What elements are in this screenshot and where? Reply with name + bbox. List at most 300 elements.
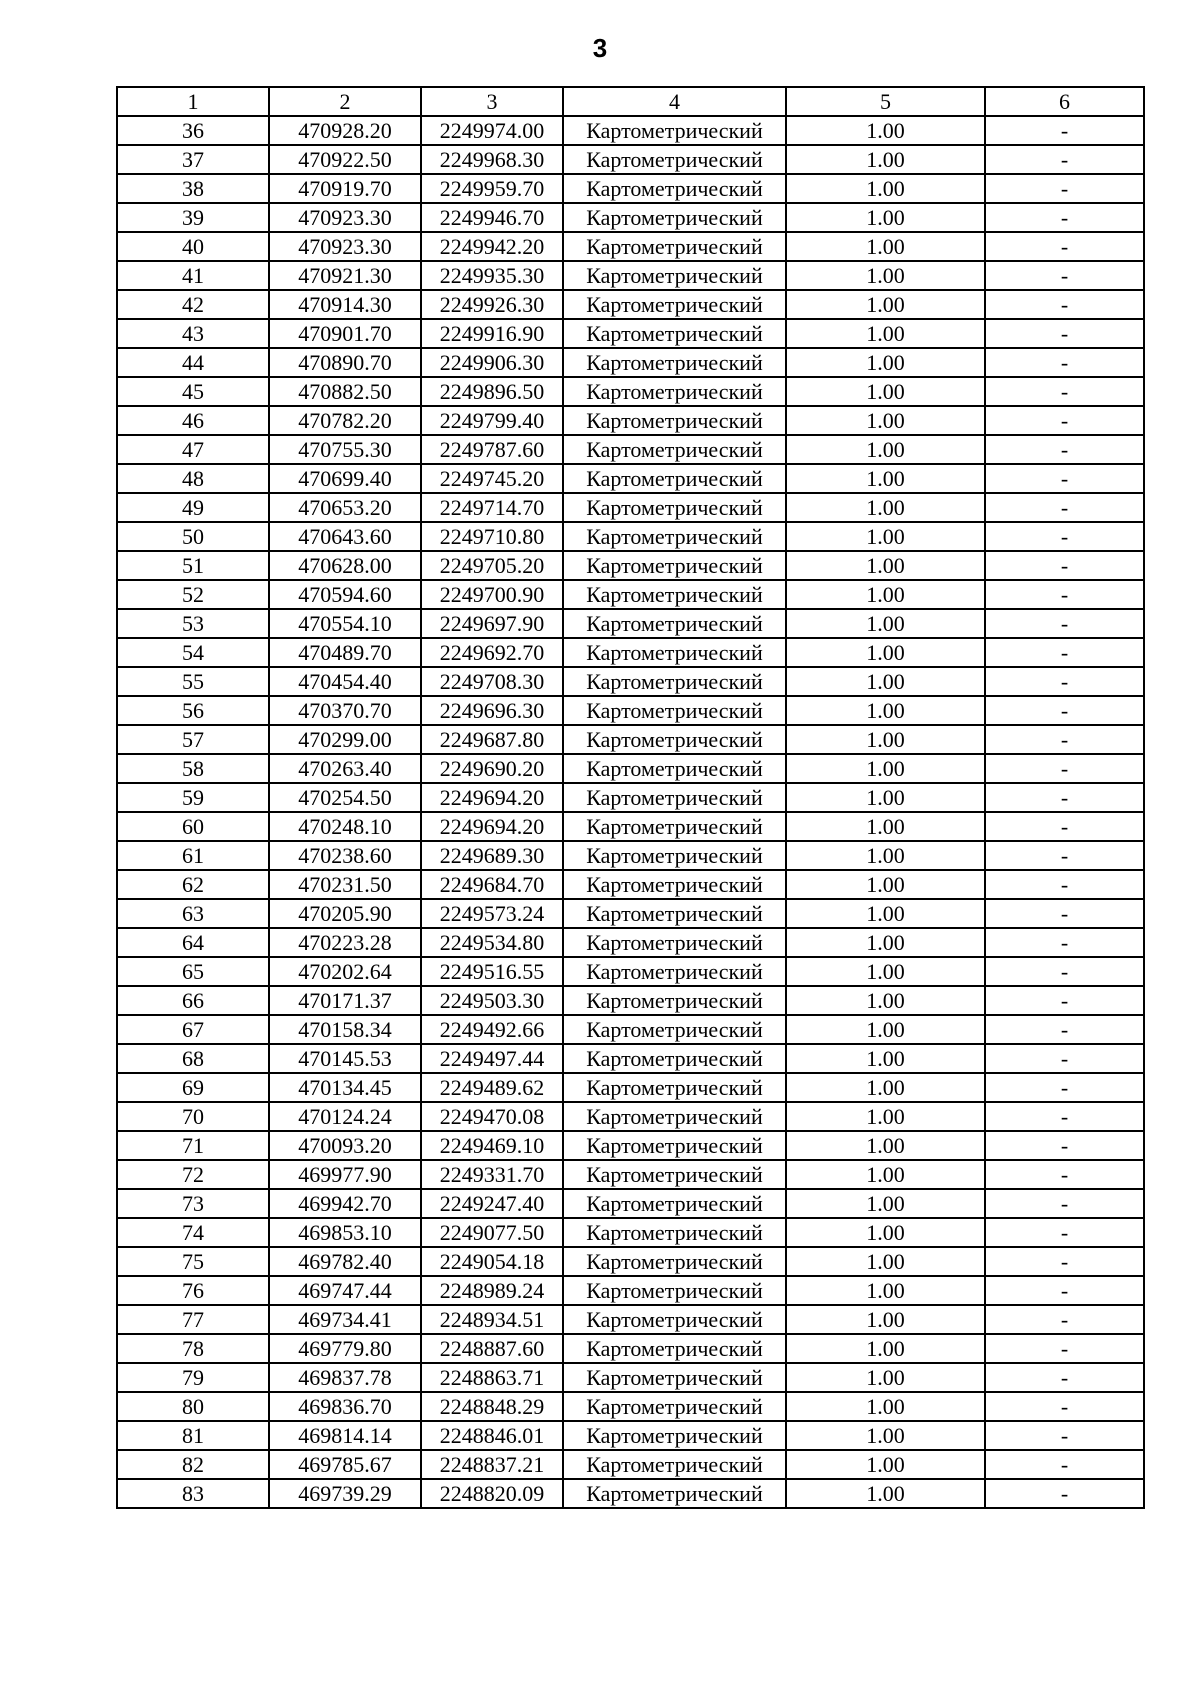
description-cell: - <box>985 1160 1144 1189</box>
method-cell: Картометрический <box>563 348 786 377</box>
point-number-cell: 57 <box>117 725 269 754</box>
point-number-cell: 51 <box>117 551 269 580</box>
table-row <box>117 1276 1144 1305</box>
column-header: 3 <box>421 87 563 116</box>
accuracy-cell: 1.00 <box>786 435 985 464</box>
y-coordinate-cell: 2249573.24 <box>421 899 563 928</box>
y-coordinate-cell: 2249799.40 <box>421 406 563 435</box>
table-row <box>117 1305 1144 1334</box>
method-cell: Картометрический <box>563 145 786 174</box>
x-coordinate-cell: 470921.30 <box>269 261 421 290</box>
y-coordinate-cell: 2249946.70 <box>421 203 563 232</box>
table-row <box>117 116 1144 145</box>
x-coordinate-cell: 470158.34 <box>269 1015 421 1044</box>
description-cell: - <box>985 841 1144 870</box>
method-cell: Картометрический <box>563 696 786 725</box>
point-number-cell: 73 <box>117 1189 269 1218</box>
method-cell: Картометрический <box>563 377 786 406</box>
accuracy-cell: 1.00 <box>786 1102 985 1131</box>
description-cell: - <box>985 522 1144 551</box>
table-row <box>117 551 1144 580</box>
table-row <box>117 348 1144 377</box>
point-number-cell: 67 <box>117 1015 269 1044</box>
point-number-cell: 83 <box>117 1479 269 1508</box>
accuracy-cell: 1.00 <box>786 957 985 986</box>
point-number-cell: 48 <box>117 464 269 493</box>
point-number-cell: 79 <box>117 1363 269 1392</box>
method-cell: Картометрический <box>563 667 786 696</box>
y-coordinate-cell: 2249968.30 <box>421 145 563 174</box>
accuracy-cell: 1.00 <box>786 1276 985 1305</box>
column-header: 1 <box>117 87 269 116</box>
point-number-cell: 63 <box>117 899 269 928</box>
description-cell: - <box>985 406 1144 435</box>
y-coordinate-cell: 2249077.50 <box>421 1218 563 1247</box>
x-coordinate-cell: 470643.60 <box>269 522 421 551</box>
column-header: 2 <box>269 87 421 116</box>
accuracy-cell: 1.00 <box>786 232 985 261</box>
table-row <box>117 174 1144 203</box>
description-cell: - <box>985 174 1144 203</box>
x-coordinate-cell: 470093.20 <box>269 1131 421 1160</box>
description-cell: - <box>985 1015 1144 1044</box>
accuracy-cell: 1.00 <box>786 319 985 348</box>
point-number-cell: 55 <box>117 667 269 696</box>
method-cell: Картометрический <box>563 1334 786 1363</box>
y-coordinate-cell: 2248820.09 <box>421 1479 563 1508</box>
method-cell: Картометрический <box>563 1160 786 1189</box>
y-coordinate-cell: 2249696.30 <box>421 696 563 725</box>
accuracy-cell: 1.00 <box>786 1305 985 1334</box>
description-cell: - <box>985 319 1144 348</box>
method-cell: Картометрический <box>563 1218 786 1247</box>
accuracy-cell: 1.00 <box>786 609 985 638</box>
y-coordinate-cell: 2249745.20 <box>421 464 563 493</box>
y-coordinate-cell: 2249787.60 <box>421 435 563 464</box>
accuracy-cell: 1.00 <box>786 1044 985 1073</box>
table-row <box>117 986 1144 1015</box>
y-coordinate-cell: 2249959.70 <box>421 174 563 203</box>
accuracy-cell: 1.00 <box>786 986 985 1015</box>
accuracy-cell: 1.00 <box>786 870 985 899</box>
accuracy-cell: 1.00 <box>786 1334 985 1363</box>
accuracy-cell: 1.00 <box>786 348 985 377</box>
description-cell: - <box>985 435 1144 464</box>
x-coordinate-cell: 470202.64 <box>269 957 421 986</box>
accuracy-cell: 1.00 <box>786 1421 985 1450</box>
x-coordinate-cell: 469782.40 <box>269 1247 421 1276</box>
y-coordinate-cell: 2249935.30 <box>421 261 563 290</box>
y-coordinate-cell: 2249497.44 <box>421 1044 563 1073</box>
method-cell: Картометрический <box>563 812 786 841</box>
point-number-cell: 40 <box>117 232 269 261</box>
method-cell: Картометрический <box>563 754 786 783</box>
accuracy-cell: 1.00 <box>786 812 985 841</box>
method-cell: Картометрический <box>563 1479 786 1508</box>
x-coordinate-cell: 469785.67 <box>269 1450 421 1479</box>
method-cell: Картометрический <box>563 899 786 928</box>
x-coordinate-cell: 470145.53 <box>269 1044 421 1073</box>
description-cell: - <box>985 1276 1144 1305</box>
accuracy-cell: 1.00 <box>786 522 985 551</box>
table-row <box>117 203 1144 232</box>
x-coordinate-cell: 470928.20 <box>269 116 421 145</box>
x-coordinate-cell: 470699.40 <box>269 464 421 493</box>
column-header: 5 <box>786 87 985 116</box>
point-number-cell: 69 <box>117 1073 269 1102</box>
accuracy-cell: 1.00 <box>786 1450 985 1479</box>
x-coordinate-cell: 470134.45 <box>269 1073 421 1102</box>
y-coordinate-cell: 2248989.24 <box>421 1276 563 1305</box>
table-row <box>117 899 1144 928</box>
method-cell: Картометрический <box>563 1073 786 1102</box>
accuracy-cell: 1.00 <box>786 696 985 725</box>
y-coordinate-cell: 2249687.80 <box>421 725 563 754</box>
description-cell: - <box>985 290 1144 319</box>
method-cell: Картометрический <box>563 957 786 986</box>
description-cell: - <box>985 493 1144 522</box>
accuracy-cell: 1.00 <box>786 290 985 319</box>
table-row <box>117 1131 1144 1160</box>
x-coordinate-cell: 470914.30 <box>269 290 421 319</box>
table-row <box>117 377 1144 406</box>
x-coordinate-cell: 470299.00 <box>269 725 421 754</box>
y-coordinate-cell: 2249694.20 <box>421 812 563 841</box>
x-coordinate-cell: 469942.70 <box>269 1189 421 1218</box>
y-coordinate-cell: 2249974.00 <box>421 116 563 145</box>
method-cell: Картометрический <box>563 319 786 348</box>
table-row <box>117 783 1144 812</box>
description-cell: - <box>985 986 1144 1015</box>
point-number-cell: 44 <box>117 348 269 377</box>
x-coordinate-cell: 470248.10 <box>269 812 421 841</box>
point-number-cell: 82 <box>117 1450 269 1479</box>
point-number-cell: 70 <box>117 1102 269 1131</box>
description-cell: - <box>985 1392 1144 1421</box>
point-number-cell: 76 <box>117 1276 269 1305</box>
method-cell: Картометрический <box>563 116 786 145</box>
accuracy-cell: 1.00 <box>786 1015 985 1044</box>
point-number-cell: 77 <box>117 1305 269 1334</box>
table-row <box>117 1189 1144 1218</box>
method-cell: Картометрический <box>563 1131 786 1160</box>
point-number-cell: 50 <box>117 522 269 551</box>
description-cell: - <box>985 638 1144 667</box>
accuracy-cell: 1.00 <box>786 1479 985 1508</box>
x-coordinate-cell: 469747.44 <box>269 1276 421 1305</box>
y-coordinate-cell: 2249492.66 <box>421 1015 563 1044</box>
accuracy-cell: 1.00 <box>786 1392 985 1421</box>
method-cell: Картометрический <box>563 580 786 609</box>
y-coordinate-cell: 2249470.08 <box>421 1102 563 1131</box>
x-coordinate-cell: 470755.30 <box>269 435 421 464</box>
description-cell: - <box>985 783 1144 812</box>
x-coordinate-cell: 470919.70 <box>269 174 421 203</box>
y-coordinate-cell: 2249906.30 <box>421 348 563 377</box>
method-cell: Картометрический <box>563 841 786 870</box>
point-number-cell: 47 <box>117 435 269 464</box>
y-coordinate-cell: 2249694.20 <box>421 783 563 812</box>
y-coordinate-cell: 2249896.50 <box>421 377 563 406</box>
description-cell: - <box>985 145 1144 174</box>
accuracy-cell: 1.00 <box>786 1160 985 1189</box>
table-row <box>117 1363 1144 1392</box>
table-row <box>117 1247 1144 1276</box>
method-cell: Картометрический <box>563 232 786 261</box>
point-number-cell: 41 <box>117 261 269 290</box>
page-number: 3 <box>592 33 608 63</box>
table-row <box>117 580 1144 609</box>
x-coordinate-cell: 470223.28 <box>269 928 421 957</box>
point-number-cell: 62 <box>117 870 269 899</box>
method-cell: Картометрический <box>563 870 786 899</box>
description-cell: - <box>985 203 1144 232</box>
x-coordinate-cell: 470923.30 <box>269 203 421 232</box>
x-coordinate-cell: 470370.70 <box>269 696 421 725</box>
y-coordinate-cell: 2248934.51 <box>421 1305 563 1334</box>
point-number-cell: 71 <box>117 1131 269 1160</box>
x-coordinate-cell: 469836.70 <box>269 1392 421 1421</box>
y-coordinate-cell: 2249692.70 <box>421 638 563 667</box>
method-cell: Картометрический <box>563 522 786 551</box>
description-cell: - <box>985 1305 1144 1334</box>
accuracy-cell: 1.00 <box>786 725 985 754</box>
table-row <box>117 1015 1144 1044</box>
description-cell: - <box>985 725 1144 754</box>
accuracy-cell: 1.00 <box>786 783 985 812</box>
y-coordinate-cell: 2248863.71 <box>421 1363 563 1392</box>
x-coordinate-cell: 470205.90 <box>269 899 421 928</box>
table-row <box>117 319 1144 348</box>
point-number-cell: 74 <box>117 1218 269 1247</box>
accuracy-cell: 1.00 <box>786 377 985 406</box>
accuracy-cell: 1.00 <box>786 493 985 522</box>
description-cell: - <box>985 1073 1144 1102</box>
accuracy-cell: 1.00 <box>786 1247 985 1276</box>
accuracy-cell: 1.00 <box>786 580 985 609</box>
y-coordinate-cell: 2249503.30 <box>421 986 563 1015</box>
y-coordinate-cell: 2249708.30 <box>421 667 563 696</box>
y-coordinate-cell: 2249534.80 <box>421 928 563 957</box>
point-number-cell: 36 <box>117 116 269 145</box>
description-cell: - <box>985 870 1144 899</box>
table-row <box>117 870 1144 899</box>
table-row <box>117 1160 1144 1189</box>
accuracy-cell: 1.00 <box>786 551 985 580</box>
method-cell: Картометрический <box>563 1044 786 1073</box>
point-number-cell: 72 <box>117 1160 269 1189</box>
y-coordinate-cell: 2249516.55 <box>421 957 563 986</box>
y-coordinate-cell: 2249926.30 <box>421 290 563 319</box>
column-header: 4 <box>563 87 786 116</box>
x-coordinate-cell: 470454.40 <box>269 667 421 696</box>
description-cell: - <box>985 957 1144 986</box>
x-coordinate-cell: 469977.90 <box>269 1160 421 1189</box>
x-coordinate-cell: 469734.41 <box>269 1305 421 1334</box>
description-cell: - <box>985 1189 1144 1218</box>
table-row <box>117 928 1144 957</box>
x-coordinate-cell: 469739.29 <box>269 1479 421 1508</box>
accuracy-cell: 1.00 <box>786 899 985 928</box>
accuracy-cell: 1.00 <box>786 1363 985 1392</box>
point-number-cell: 45 <box>117 377 269 406</box>
table-row <box>117 261 1144 290</box>
point-number-cell: 43 <box>117 319 269 348</box>
table-row <box>117 1218 1144 1247</box>
description-cell: - <box>985 580 1144 609</box>
table-row <box>117 609 1144 638</box>
x-coordinate-cell: 469814.14 <box>269 1421 421 1450</box>
accuracy-cell: 1.00 <box>786 667 985 696</box>
point-number-cell: 64 <box>117 928 269 957</box>
x-coordinate-cell: 470489.70 <box>269 638 421 667</box>
table-row <box>117 1044 1144 1073</box>
accuracy-cell: 1.00 <box>786 928 985 957</box>
y-coordinate-cell: 2249689.30 <box>421 841 563 870</box>
description-cell: - <box>985 377 1144 406</box>
point-number-cell: 68 <box>117 1044 269 1073</box>
method-cell: Картометрический <box>563 1392 786 1421</box>
table-row <box>117 957 1144 986</box>
method-cell: Картометрический <box>563 464 786 493</box>
method-cell: Картометрический <box>563 261 786 290</box>
description-cell: - <box>985 116 1144 145</box>
description-cell: - <box>985 1131 1144 1160</box>
table-row <box>117 812 1144 841</box>
point-number-cell: 81 <box>117 1421 269 1450</box>
description-cell: - <box>985 754 1144 783</box>
table-row <box>117 1479 1144 1508</box>
accuracy-cell: 1.00 <box>786 174 985 203</box>
description-cell: - <box>985 1044 1144 1073</box>
accuracy-cell: 1.00 <box>786 464 985 493</box>
table-header-row <box>117 87 1144 116</box>
point-number-cell: 46 <box>117 406 269 435</box>
method-cell: Картометрический <box>563 1421 786 1450</box>
x-coordinate-cell: 470231.50 <box>269 870 421 899</box>
description-cell: - <box>985 1421 1144 1450</box>
y-coordinate-cell: 2249054.18 <box>421 1247 563 1276</box>
method-cell: Картометрический <box>563 551 786 580</box>
x-coordinate-cell: 469837.78 <box>269 1363 421 1392</box>
point-number-cell: 53 <box>117 609 269 638</box>
table-row <box>117 696 1144 725</box>
x-coordinate-cell: 470263.40 <box>269 754 421 783</box>
description-cell: - <box>985 1450 1144 1479</box>
column-header: 6 <box>985 87 1144 116</box>
table-row <box>117 464 1144 493</box>
description-cell: - <box>985 696 1144 725</box>
table-row <box>117 1392 1144 1421</box>
y-coordinate-cell: 2249710.80 <box>421 522 563 551</box>
description-cell: - <box>985 232 1144 261</box>
method-cell: Картометрический <box>563 1015 786 1044</box>
y-coordinate-cell: 2249247.40 <box>421 1189 563 1218</box>
accuracy-cell: 1.00 <box>786 406 985 435</box>
method-cell: Картометрический <box>563 1305 786 1334</box>
table-row <box>117 667 1144 696</box>
accuracy-cell: 1.00 <box>786 203 985 232</box>
table-row <box>117 145 1144 174</box>
point-number-cell: 56 <box>117 696 269 725</box>
description-cell: - <box>985 551 1144 580</box>
y-coordinate-cell: 2249331.70 <box>421 1160 563 1189</box>
method-cell: Картометрический <box>563 609 786 638</box>
point-number-cell: 38 <box>117 174 269 203</box>
point-number-cell: 58 <box>117 754 269 783</box>
y-coordinate-cell: 2249705.20 <box>421 551 563 580</box>
description-cell: - <box>985 1218 1144 1247</box>
coordinates-table <box>116 86 1145 1509</box>
x-coordinate-cell: 470238.60 <box>269 841 421 870</box>
accuracy-cell: 1.00 <box>786 754 985 783</box>
method-cell: Картометрический <box>563 986 786 1015</box>
table-row <box>117 1450 1144 1479</box>
method-cell: Картометрический <box>563 174 786 203</box>
method-cell: Картометрический <box>563 1102 786 1131</box>
table-row <box>117 841 1144 870</box>
table-row <box>117 754 1144 783</box>
table-row <box>117 493 1144 522</box>
description-cell: - <box>985 1363 1144 1392</box>
y-coordinate-cell: 2248848.29 <box>421 1392 563 1421</box>
point-number-cell: 52 <box>117 580 269 609</box>
y-coordinate-cell: 2249697.90 <box>421 609 563 638</box>
x-coordinate-cell: 470890.70 <box>269 348 421 377</box>
x-coordinate-cell: 469853.10 <box>269 1218 421 1247</box>
point-number-cell: 66 <box>117 986 269 1015</box>
accuracy-cell: 1.00 <box>786 1131 985 1160</box>
x-coordinate-cell: 470124.24 <box>269 1102 421 1131</box>
x-coordinate-cell: 470594.60 <box>269 580 421 609</box>
table-row <box>117 435 1144 464</box>
x-coordinate-cell: 470554.10 <box>269 609 421 638</box>
table-row <box>117 406 1144 435</box>
x-coordinate-cell: 470923.30 <box>269 232 421 261</box>
y-coordinate-cell: 2248887.60 <box>421 1334 563 1363</box>
description-cell: - <box>985 928 1144 957</box>
accuracy-cell: 1.00 <box>786 1073 985 1102</box>
method-cell: Картометрический <box>563 1450 786 1479</box>
description-cell: - <box>985 1334 1144 1363</box>
x-coordinate-cell: 469779.80 <box>269 1334 421 1363</box>
point-number-cell: 39 <box>117 203 269 232</box>
table-row <box>117 290 1144 319</box>
y-coordinate-cell: 2249684.70 <box>421 870 563 899</box>
accuracy-cell: 1.00 <box>786 1189 985 1218</box>
table-row <box>117 725 1144 754</box>
description-cell: - <box>985 1247 1144 1276</box>
y-coordinate-cell: 2249714.70 <box>421 493 563 522</box>
method-cell: Картометрический <box>563 1276 786 1305</box>
table-row <box>117 1073 1144 1102</box>
accuracy-cell: 1.00 <box>786 261 985 290</box>
description-cell: - <box>985 609 1144 638</box>
method-cell: Картометрический <box>563 725 786 754</box>
table-row <box>117 1102 1144 1131</box>
point-number-cell: 65 <box>117 957 269 986</box>
method-cell: Картометрический <box>563 1363 786 1392</box>
method-cell: Картометрический <box>563 203 786 232</box>
y-coordinate-cell: 2249469.10 <box>421 1131 563 1160</box>
point-number-cell: 49 <box>117 493 269 522</box>
point-number-cell: 54 <box>117 638 269 667</box>
table-row <box>117 232 1144 261</box>
point-number-cell: 78 <box>117 1334 269 1363</box>
description-cell: - <box>985 1102 1144 1131</box>
table-row <box>117 638 1144 667</box>
description-cell: - <box>985 812 1144 841</box>
